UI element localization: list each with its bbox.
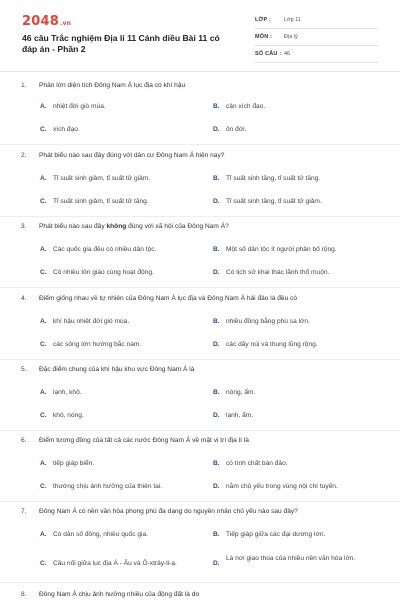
option-letter: D. xyxy=(213,269,220,276)
question-separator xyxy=(0,582,400,583)
option-text: tiếp giáp biển. xyxy=(53,460,95,467)
document-title: 46 câu Trắc nghiệm Địa lí 11 Cánh diều Bài 11 có đáp án - Phần 2 xyxy=(22,33,220,54)
option-text: khô, nóng. xyxy=(53,412,84,419)
option-letter: B. xyxy=(213,103,220,110)
option-text: thường chịu ảnh hưởng của thiên tai. xyxy=(53,483,163,490)
option-text: xích đạo. xyxy=(53,126,80,133)
option-letter: B. xyxy=(213,389,220,396)
option-letter: A. xyxy=(40,175,47,182)
option-text: Các quốc gia đều có nhiều dân tộc. xyxy=(53,246,157,253)
question-text-part: Phát biểu nào sau đây xyxy=(39,223,107,230)
question-text: Điểm giống nhau về tự nhiên của Đông Nam Á lục địa và Đông Nam Á hải đảo là đều có xyxy=(39,295,298,302)
option-letter: A. xyxy=(40,531,47,538)
option-letter: C. xyxy=(40,412,47,419)
question-number: 3. xyxy=(21,223,27,230)
option-text: khí hậu nhiệt đới gió mùa. xyxy=(53,318,130,325)
option-text: các dãy núi và thung lũng rộng. xyxy=(226,341,318,348)
question-separator xyxy=(0,359,400,360)
meta-row-subject xyxy=(255,29,378,46)
question-stem xyxy=(21,223,229,230)
question-text: Đông Nam Á chịu ảnh hưởng nhiều của động đất là do xyxy=(39,591,200,598)
question-stem xyxy=(21,591,199,598)
option-text: Tỉ suất sinh giảm, tỉ suất tử tăng. xyxy=(53,198,149,205)
question-number: 5. xyxy=(21,366,27,373)
option-letter: C. xyxy=(40,483,47,490)
option-letter: B. xyxy=(213,175,220,182)
meta-label-class: LỚP : xyxy=(255,17,271,23)
site-logo[interactable] xyxy=(22,14,71,29)
question-separator xyxy=(0,430,400,431)
question-text xyxy=(39,223,229,230)
option-text: Có nhiều tôn giáo cùng hoạt động. xyxy=(53,269,154,276)
option-text: nhiệt đới gió mùa. xyxy=(53,103,106,110)
option-text: Tỉ suất sinh giảm, tỉ suất tử giảm. xyxy=(53,175,151,182)
option-letter: A. xyxy=(40,103,47,110)
question-number: 7. xyxy=(21,508,27,515)
option-letter: D. xyxy=(213,126,220,133)
option-letter: A. xyxy=(40,246,47,253)
option-text: Là nơi giao thoa của nhiều nền văn hóa lớn. xyxy=(226,555,356,562)
option-letter: A. xyxy=(40,460,47,467)
meta-value-subject: Địa lý xyxy=(284,34,298,40)
question-separator xyxy=(0,287,400,288)
question-text: Phát biểu nào sau đây đúng với dân cư Đông Nam Á hiện nay? xyxy=(39,152,225,159)
meta-row-class xyxy=(255,12,378,29)
meta-label-count: SỐ CÂU : xyxy=(255,51,282,57)
option-letter: C. xyxy=(40,341,47,348)
question-number: 6. xyxy=(21,437,27,444)
option-text: nóng, ẩm. xyxy=(226,389,256,396)
option-letter: D. xyxy=(213,412,220,419)
meta-row-count xyxy=(255,46,378,63)
question-separator xyxy=(0,501,400,502)
option-text: Một số dân tộc ít người phân bố rộng. xyxy=(226,246,337,253)
question-separator xyxy=(0,216,400,217)
question-stem xyxy=(21,152,224,159)
question-number: 1. xyxy=(21,82,27,89)
option-letter: C. xyxy=(40,560,47,567)
meta-value-class: Lớp 11 xyxy=(284,17,301,23)
option-letter: A. xyxy=(40,318,47,325)
option-text: nằm chủ yếu trong vùng nội chí tuyến. xyxy=(226,483,338,490)
option-text: lạnh, ẩm. xyxy=(226,412,254,419)
meta-label-subject: MÔN : xyxy=(255,34,273,40)
option-text: Tiếp giáp giữa các đại dương lớn. xyxy=(226,531,326,538)
option-text: Cầu nối giữa lục địa Á - Âu và Ô-xtrây-li-a. xyxy=(53,560,177,567)
document-meta xyxy=(255,12,378,63)
option-letter: B. xyxy=(213,318,220,325)
meta-value-count: 46 xyxy=(284,51,291,57)
document-header xyxy=(0,0,400,66)
question-text-emphasis: không xyxy=(106,223,127,230)
option-text: cận xích đạo. xyxy=(226,103,266,110)
question-stem xyxy=(21,82,185,89)
option-letter: D. xyxy=(213,560,220,567)
option-text: Có dân số đông, nhiều quốc gia. xyxy=(53,531,148,538)
option-text: có tính chất bán đảo. xyxy=(226,460,288,467)
question-separator xyxy=(0,144,400,145)
option-text: nhiều đồng bằng phù sa lớn. xyxy=(226,318,310,325)
question-stem xyxy=(21,508,298,515)
question-text: Phần lớn diện tích Đông Nam Á lục địa có khí hậu xyxy=(39,82,186,89)
question-stem xyxy=(21,295,297,302)
option-text: lạnh, khô. xyxy=(53,389,82,396)
question-text-part: đúng với xã hội của Đông Nam Á? xyxy=(126,223,229,230)
question-text: Đặc điểm chung của khí hậu khu vực Đông Nam Á là xyxy=(39,366,195,373)
question-text: Đông Nam Á có nền văn hóa phong phú đa dạng do nguyên nhân chủ yếu nào sau đây? xyxy=(39,508,298,515)
question-stem xyxy=(21,437,249,444)
question-number: 8. xyxy=(21,591,27,598)
option-text: Tỉ suất sinh tăng, tỉ suất tử giảm. xyxy=(226,198,322,205)
option-letter: C. xyxy=(40,126,47,133)
option-text: các sông lớn hướng bắc nam. xyxy=(53,341,142,348)
option-text: Tỉ suất sinh tăng, tỉ suất tử tăng. xyxy=(226,175,321,182)
option-letter: B. xyxy=(213,460,220,467)
logo-main: 2048 xyxy=(22,14,59,29)
question-stem xyxy=(21,366,194,373)
option-letter: C. xyxy=(40,198,47,205)
option-letter: D. xyxy=(213,198,220,205)
option-letter: D. xyxy=(213,341,220,348)
header-divider xyxy=(0,71,400,72)
question-number: 4. xyxy=(21,295,27,302)
option-text: ôn đới. xyxy=(226,126,247,133)
logo-suffix: .vn xyxy=(59,20,72,27)
option-text: Có lịch sử khai thác lãnh thổ muộn. xyxy=(226,269,330,276)
option-letter: C. xyxy=(40,269,47,276)
option-letter: B. xyxy=(213,246,220,253)
option-letter: A. xyxy=(40,389,47,396)
option-letter: B. xyxy=(213,531,220,538)
option-letter: D. xyxy=(213,483,220,490)
question-text: Điểm tương đồng của tất cả các nước Đông Nam Á về mặt vị trí địa lí là xyxy=(39,437,249,444)
question-number: 2. xyxy=(21,152,27,159)
